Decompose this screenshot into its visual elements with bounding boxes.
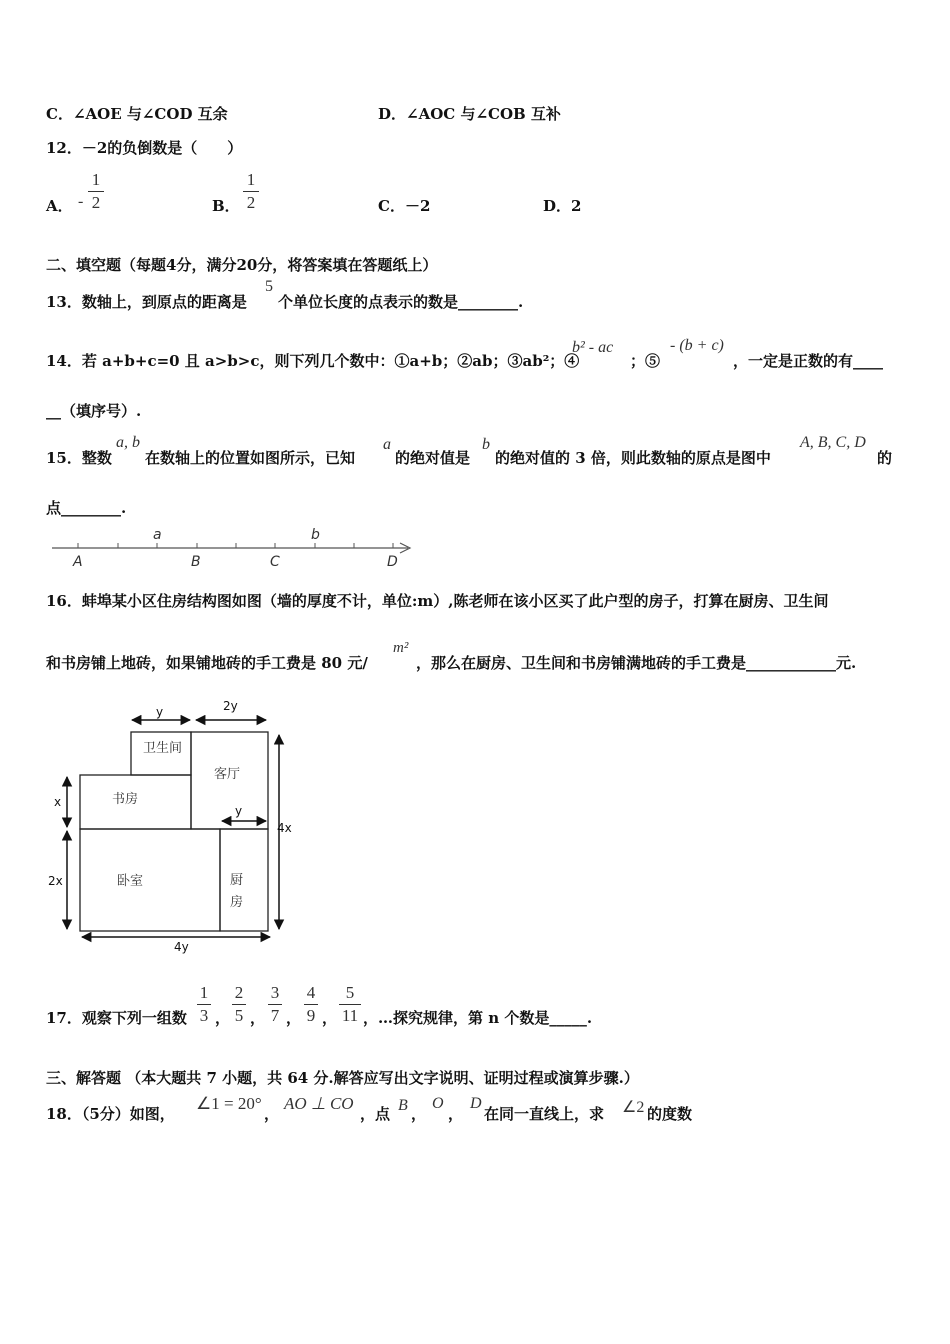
q14-math-4: b² - ac: [572, 339, 614, 356]
q15-math-ab: a, b: [116, 434, 140, 451]
q16-unit: m²: [393, 640, 409, 656]
q17-fraction-5: 5 11: [339, 983, 361, 1026]
q12-option-b-label: B．: [212, 197, 240, 215]
dim-left-2x: 2x: [48, 874, 63, 888]
q12-option-d: D．2: [543, 197, 582, 215]
q15-line-2: 点________.: [46, 499, 127, 517]
q16-line-1: 16．蚌埠某小区住房结构图如图（墙的厚度不计，单位:m）,陈老师在该小区买了此户型的房子，打算在厨房、卫生间: [46, 592, 829, 610]
q17-comma: ，: [322, 1009, 338, 1027]
q16-line-2-post: ，那么在厨房、卫生间和书房铺满地砖的手工费是____________元.: [416, 654, 857, 672]
q16-line-2-pre: 和书房铺上地砖，如果铺地砖的手工费是 80 元/: [46, 654, 368, 672]
q15-math-b: b: [482, 436, 490, 453]
q18-math-perp: AO ⊥ CO: [284, 1094, 354, 1113]
room-bedroom: [80, 829, 220, 931]
q18-comma: ，: [448, 1105, 464, 1123]
axis-label-b: B: [191, 554, 201, 570]
q14-text-pre: 14．若 a+b+c=0 且 a>b>c，则下列几个数中：①a+b；②ab；③ab²；④: [46, 352, 580, 370]
q18-comma: ，: [264, 1105, 280, 1123]
q15-text-4: 的: [877, 449, 893, 467]
axis-label-a: A: [73, 554, 83, 570]
q18-math-d: D: [470, 1095, 482, 1112]
label-bedroom: 卧室: [117, 874, 144, 889]
q11-option-c: C．∠AOE 与∠COD 互余: [46, 105, 228, 123]
dim-left-x: x: [54, 795, 62, 809]
label-bathroom: 卫生间: [143, 741, 183, 756]
q17-comma: ，: [250, 1009, 266, 1027]
dim-inner-y: y: [235, 804, 243, 818]
label-living: 客厅: [214, 767, 241, 782]
room-kitchen: [220, 829, 268, 931]
axis-mark-a: a: [153, 527, 162, 543]
q18-comma: ，: [411, 1105, 427, 1123]
q18-math-angle1: ∠1 = 20°: [196, 1094, 262, 1113]
q15-text-3: 的绝对值的 3 倍，则此数轴的原点是图中: [495, 449, 771, 467]
q12-option-b-fraction: 1 2: [243, 170, 259, 213]
q12-option-a-fraction: 1 2: [88, 170, 104, 213]
q18-text-1: ，点: [360, 1105, 391, 1123]
q15-text-2: 的绝对值是: [395, 449, 471, 467]
q17-fraction-2: 2 5: [232, 983, 246, 1026]
q18-math-o: O: [432, 1095, 444, 1112]
q13-text-post: 个单位长度的点表示的数是________.: [278, 293, 524, 311]
q12-option-c: C．－2: [378, 197, 431, 215]
q14-text-post: ，一定是正数的有____: [733, 352, 884, 370]
q13-text-pre: 13．数轴上，到原点的距离是: [46, 293, 247, 311]
q15-text-1: 在数轴上的位置如图所示，已知: [145, 449, 356, 467]
q15-math-a: a: [383, 436, 391, 453]
q15-math-points: A, B, C, D: [800, 434, 866, 451]
section-2-heading: 二、填空题（每题4分，满分20分，将答案填在答题纸上）: [46, 256, 438, 274]
dim-top-2y: 2y: [223, 699, 238, 713]
q13-math: 5: [265, 278, 273, 295]
q12-option-a-label: A．: [46, 197, 73, 215]
q17-text-pre: 17．观察下列一组数: [46, 1009, 187, 1027]
q12-option-a-sign: -: [78, 193, 84, 210]
dim-top-y: y: [156, 705, 164, 719]
axis-label-d: D: [387, 554, 398, 570]
dim-bottom-4y: 4y: [174, 940, 189, 954]
q14-text-mid: ；⑤: [630, 352, 661, 370]
q18-math-b: B: [398, 1097, 408, 1114]
q18-text-pre: 18．（5分）如图，: [46, 1105, 175, 1123]
q17-fraction-1: 1 3: [197, 983, 211, 1026]
label-kitchen-1: 厨: [230, 873, 244, 888]
q17-fraction-3: 3 7: [268, 983, 282, 1026]
section-3-heading: 三、解答题 （本大题共 7 小题，共 64 分.解答应写出文字说明、证明过程或演算步骤.）: [46, 1069, 639, 1087]
axis-label-c: C: [270, 554, 280, 570]
q14-line-2: __（填序号）.: [46, 402, 142, 420]
axis-mark-b: b: [311, 527, 320, 543]
label-study: 书房: [112, 792, 139, 807]
q11-option-d: D．∠AOC 与∠COB 互补: [378, 105, 561, 123]
q17-text-post: ，…探究规律，第 n 个数是_____.: [363, 1009, 593, 1027]
q17-comma: ，: [286, 1009, 302, 1027]
q18-math-angle2: ∠2: [622, 1099, 645, 1116]
q14-math-5: - (b + c): [670, 337, 724, 354]
q18-text-3: 的度数: [647, 1105, 693, 1123]
q17-comma: ，: [215, 1009, 231, 1027]
q18-text-2: 在同一直线上，求: [484, 1105, 605, 1123]
q15-text-pre: 15．整数: [46, 449, 112, 467]
label-kitchen-2: 房: [230, 895, 244, 910]
q12-stem: 12．－2的负倒数是（ ）: [46, 139, 243, 157]
q17-fraction-4: 4 9: [304, 983, 318, 1026]
dim-right-4x: 4x: [277, 821, 292, 835]
